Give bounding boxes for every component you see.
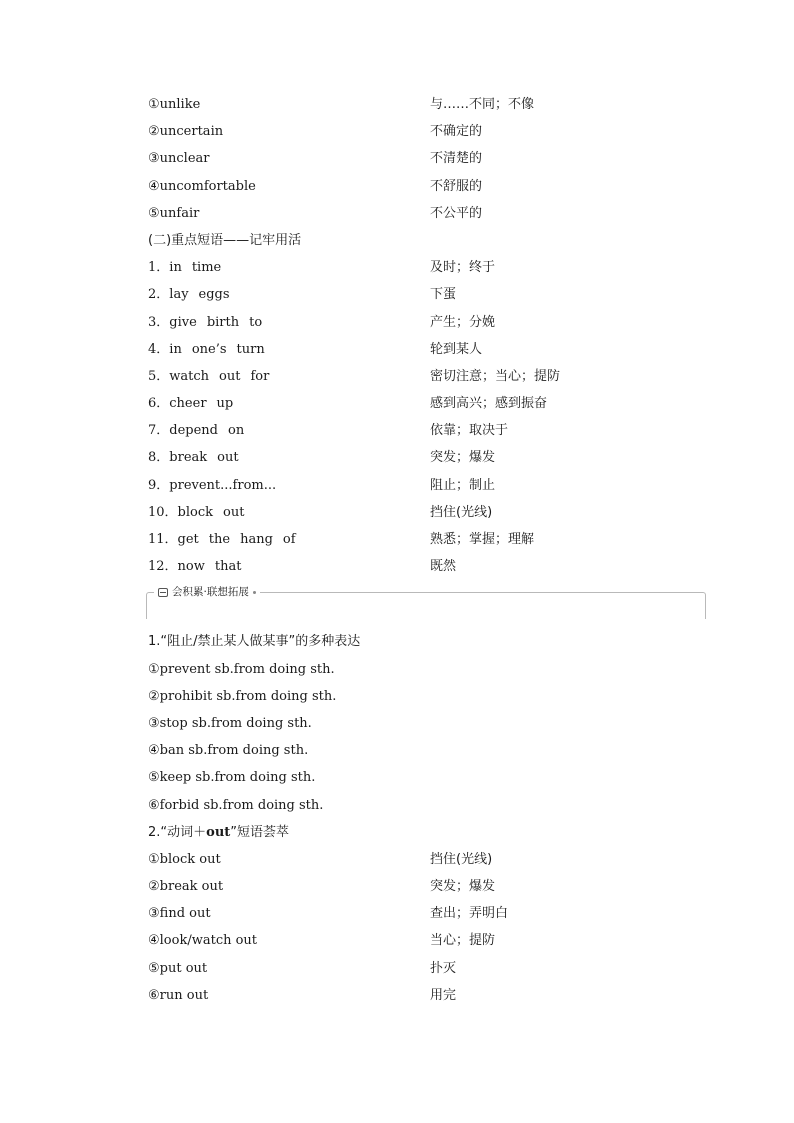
- word-chinese: 不舒服的: [430, 178, 483, 194]
- phrase-english: [148, 501, 244, 524]
- verb-out-row: [148, 848, 714, 875]
- word-english: ③unclear: [148, 151, 210, 167]
- phrase-number: 6．: [148, 396, 170, 412]
- phrase-word: that: [214, 559, 242, 575]
- document-page: [148, 93, 714, 1011]
- section2-title-row: [148, 821, 714, 848]
- phrase-word: now: [177, 559, 205, 575]
- phrase-english: [148, 365, 269, 388]
- expand-box-title: 会积累·联想拓展: [172, 586, 249, 599]
- verb-out-row: [148, 902, 714, 929]
- verb-out-english: ④look/watch out: [148, 933, 258, 949]
- phrase-number: 8．: [148, 450, 170, 466]
- section2-number: 2.: [148, 824, 161, 840]
- section2-title-pre: “动词＋: [160, 824, 207, 840]
- word-row: [148, 175, 714, 202]
- phrase-chinese: 感到高兴；感到振奋: [430, 396, 548, 412]
- phrase-row: [148, 474, 714, 501]
- verb-out-chinese: 挡住(光线): [430, 851, 493, 867]
- expression-text: ⑥forbid sb.from doing sth.: [148, 797, 324, 813]
- phrase-english: [148, 555, 241, 578]
- verb-out-row: [148, 957, 714, 984]
- expression-row: [148, 766, 714, 793]
- phrase-text: [178, 532, 296, 547]
- section2-title-bold: out: [206, 824, 231, 840]
- phrase-word: for: [250, 368, 270, 384]
- section1-number: 1.: [148, 634, 161, 650]
- phrase-word: in: [169, 341, 182, 357]
- phrase-row: [148, 528, 714, 555]
- word-row: [148, 147, 714, 174]
- phrase-row: [148, 419, 714, 446]
- phrase-number: 1．: [148, 260, 170, 276]
- dot-icon: [253, 591, 256, 594]
- phrase-row: [148, 283, 714, 310]
- phrase-number: 11．: [148, 532, 178, 547]
- verb-out-chinese: 查出；弄明白: [430, 906, 509, 922]
- phrase-text: [169, 342, 264, 357]
- verb-out-row: [148, 984, 714, 1011]
- verb-out-english: ⑤put out: [148, 960, 208, 976]
- expression-text: ③stop sb.from doing sth.: [148, 715, 312, 731]
- phrase-english: [148, 283, 230, 306]
- phrase-word: to: [249, 314, 263, 330]
- verb-out-chinese: 突发；爆发: [430, 879, 496, 895]
- phrase-english: [148, 338, 265, 361]
- phrase-chinese: 挡住(光线): [430, 504, 493, 520]
- verb-out-chinese: 用完: [430, 987, 457, 1003]
- verb-out-row: [148, 929, 714, 956]
- phrase-row: [148, 392, 714, 419]
- section1-list: [148, 658, 714, 821]
- phrase-chinese: 轮到某人: [430, 341, 483, 357]
- phrase-number: 3．: [148, 314, 170, 330]
- phrase-word: block: [177, 504, 214, 520]
- phrase-word: give: [169, 314, 197, 330]
- phrase-chinese: 产生；分娩: [430, 314, 496, 330]
- phrase-word: break: [169, 450, 208, 466]
- verb-out-chinese: 当心；提防: [430, 933, 496, 949]
- word-row: [148, 202, 714, 229]
- phrase-word: get: [177, 532, 199, 547]
- phrase-chinese: 熟悉；掌握；理解: [430, 532, 535, 547]
- phrase-row: [148, 446, 714, 473]
- phrase-word: of: [282, 532, 296, 547]
- word-chinese: 与……不同；不像: [430, 97, 535, 112]
- word-chinese: 不确定的: [430, 124, 483, 140]
- expression-row: [148, 685, 714, 712]
- expression-text: ②prohibit sb.from doing sth.: [148, 688, 337, 704]
- phrase-english: [148, 474, 276, 497]
- phrase-list: [148, 256, 714, 582]
- expand-box-label: [154, 584, 260, 600]
- expression-row: [148, 658, 714, 685]
- word-row: [148, 93, 714, 120]
- word-english: ②uncertain: [148, 124, 224, 140]
- phrase-row: [148, 256, 714, 283]
- phrase-text: [169, 478, 276, 493]
- phrase-word: watch: [169, 368, 210, 384]
- phrase-row: [148, 338, 714, 365]
- phrase-word: lay: [169, 287, 189, 303]
- phrase-text: [169, 287, 229, 302]
- verb-out-english: ②break out: [148, 879, 224, 895]
- phrase-chinese: 下蛋: [430, 287, 457, 303]
- word-chinese: 不清楚的: [430, 151, 483, 167]
- word-row: [148, 120, 714, 147]
- expression-text: ④ban sb.from doing sth.: [148, 743, 309, 759]
- phrases-heading-row: [148, 229, 714, 256]
- verb-out-chinese: 扑灭: [430, 960, 457, 976]
- phrase-text: [169, 315, 262, 330]
- verb-out-english: ①block out: [148, 851, 221, 867]
- phrase-english: [148, 392, 233, 415]
- expression-row: [148, 739, 714, 766]
- word-english: ④uncomfortable: [148, 178, 256, 194]
- phrase-text: [169, 450, 238, 465]
- phrase-chinese: 及时；终于: [430, 260, 496, 276]
- phrase-number: 9．: [148, 477, 170, 493]
- section2-title-post: ”短语荟萃: [230, 824, 290, 840]
- expression-row: [148, 712, 714, 739]
- phrase-row: [148, 555, 714, 582]
- phrase-word: cheer: [169, 396, 207, 412]
- phrase-word: eggs: [198, 287, 230, 303]
- phrase-word: prevent...from...: [169, 477, 277, 493]
- notebook-icon: [158, 588, 168, 597]
- phrase-text: [169, 396, 233, 411]
- phrase-number: 7．: [148, 423, 170, 439]
- word-chinese: 不公平的: [430, 205, 483, 221]
- phrase-text: [169, 260, 221, 275]
- phrase-number: 2．: [148, 287, 170, 303]
- phrase-number: 4．: [148, 341, 170, 357]
- phrase-chinese: 阻止；制止: [430, 477, 496, 493]
- phrase-word: out: [223, 504, 245, 520]
- phrase-word: on: [228, 423, 245, 439]
- phrase-row: [148, 311, 714, 338]
- section2-list: [148, 848, 714, 1011]
- phrase-text: [169, 369, 269, 384]
- phrases-heading: (二)重点短语——记牢用活: [148, 232, 302, 248]
- phrase-word: turn: [236, 341, 265, 357]
- phrase-word: depend: [169, 423, 219, 439]
- phrase-word: time: [191, 260, 222, 276]
- phrase-word: in: [169, 260, 182, 276]
- phrase-chinese: 依靠；取决于: [430, 423, 509, 439]
- phrase-chinese: 密切注意；当心；提防: [430, 368, 561, 384]
- phrase-english: [148, 528, 296, 551]
- phrase-word: out: [217, 450, 239, 466]
- phrase-word: birth: [206, 314, 240, 330]
- word-list: [148, 93, 714, 229]
- expression-text: ①prevent sb.from doing sth.: [148, 661, 335, 677]
- phrase-text: [178, 505, 245, 520]
- word-english: ⑤unfair: [148, 205, 200, 221]
- phrase-word: hang: [240, 532, 273, 547]
- phrase-word: the: [208, 532, 231, 547]
- phrase-english: [148, 446, 239, 469]
- phrase-text: [169, 423, 244, 438]
- expand-box: [146, 584, 708, 618]
- phrase-word: up: [216, 396, 234, 412]
- phrase-row: [148, 501, 714, 528]
- phrase-english: [148, 256, 221, 279]
- verb-out-english: ⑥run out: [148, 987, 209, 1003]
- phrase-chinese: 突发；爆发: [430, 450, 496, 466]
- phrase-chinese: 既然: [430, 559, 457, 575]
- phrase-number: 5．: [148, 368, 170, 384]
- phrase-number: 10．: [148, 504, 178, 520]
- phrase-word: one’s: [191, 341, 227, 357]
- section1-title: “阻止/禁止某人做某事”的多种表达: [160, 634, 361, 650]
- word-english: ①unlike: [148, 97, 201, 112]
- phrase-row: [148, 365, 714, 392]
- phrase-english: [148, 311, 262, 334]
- expression-text: ⑤keep sb.from doing sth.: [148, 770, 316, 786]
- phrase-word: out: [219, 368, 241, 384]
- phrase-text: [178, 559, 242, 574]
- phrase-english: [148, 419, 244, 442]
- section1-title-row: [148, 630, 714, 657]
- verb-out-english: ③find out: [148, 906, 211, 922]
- verb-out-row: [148, 875, 714, 902]
- phrase-number: 12．: [148, 559, 178, 575]
- expression-row: [148, 794, 714, 821]
